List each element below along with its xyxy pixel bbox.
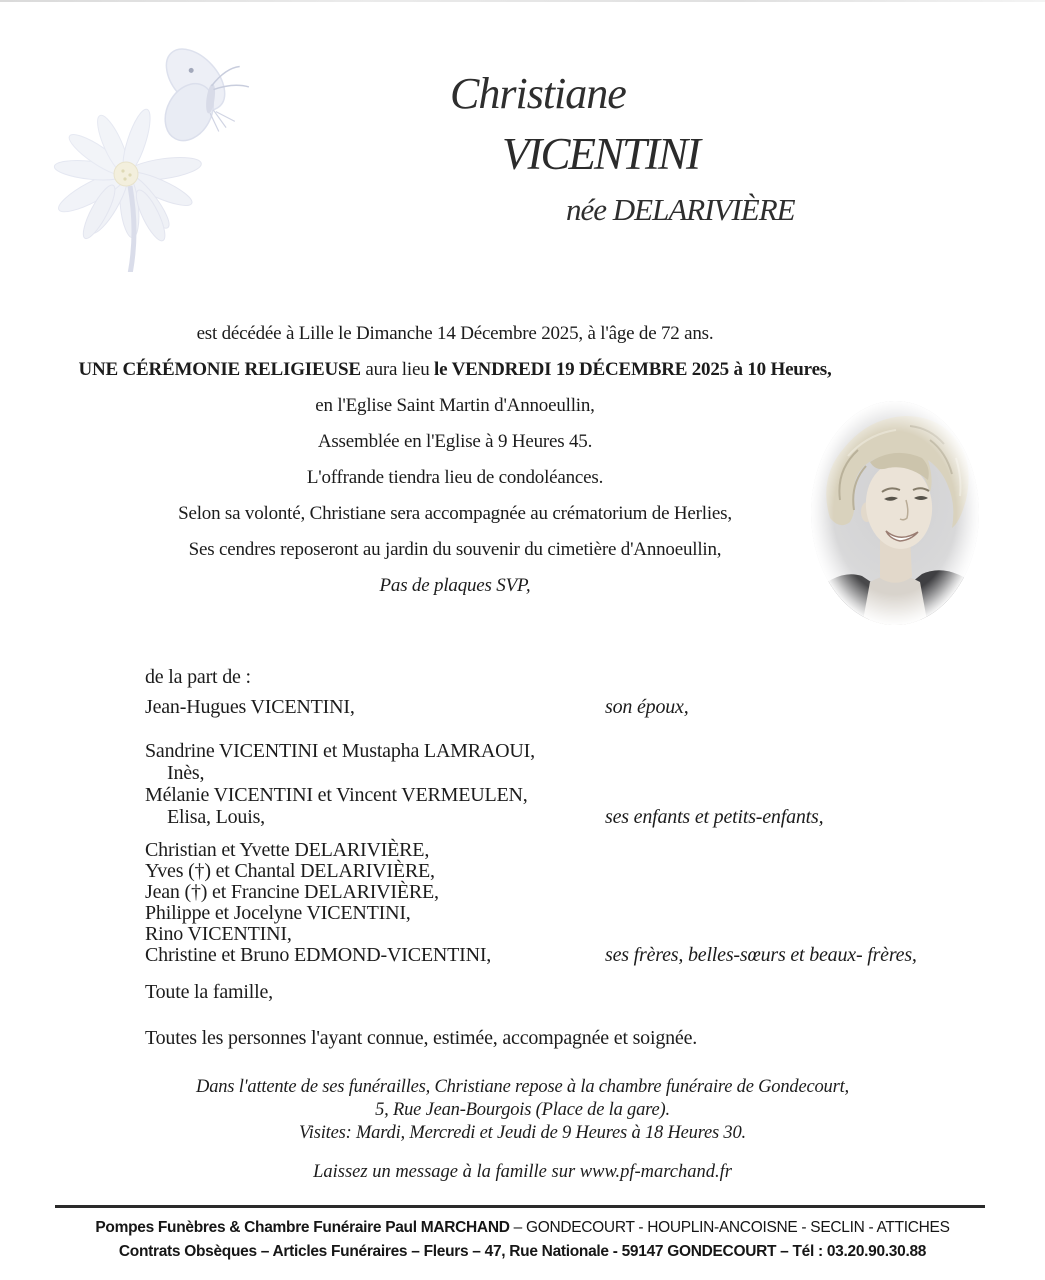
closing-block — [0, 1076, 1045, 1145]
address-line: 5, Rue Jean-Bourgois (Place de la gare). — [375, 1100, 670, 1120]
funeral-home-line — [0, 1216, 1045, 1240]
family-name: Christian et Yvette DELARIVIÈRE, — [145, 839, 430, 861]
chapel-line: Dans l'attente de ses funérailles, Christiane repose à la chambre funéraire de Gondecourt, — [196, 1077, 849, 1097]
spacer — [145, 966, 965, 981]
announcement-block — [0, 316, 910, 604]
spacer — [145, 718, 965, 740]
footer-divider — [55, 1205, 985, 1208]
family-relation-note: ses frères, belles-sœurs et beaux- frères, — [605, 944, 917, 966]
family-relation-note: son époux, — [605, 696, 689, 718]
ceremony-date: le VENDREDI 19 DÉCEMBRE 2025 à 10 Heures, — [434, 359, 832, 380]
family-row — [145, 924, 965, 945]
family-name: Christine et Bruno EDMOND-VICENTINI, — [145, 944, 492, 966]
online-message-line: Laissez un message à la famille sur www.pf-marchand.fr — [313, 1162, 732, 1182]
flower-butterfly-decoration — [8, 22, 288, 272]
family-row — [145, 762, 965, 784]
plaques-line: Pas de plaques SVP, — [379, 575, 531, 596]
family-name: Toute la famille, — [145, 981, 273, 1003]
family-name: Philippe et Jocelyne VICENTINI, — [145, 902, 411, 924]
funeral-home-name: Pompes Funèbres & Chambre Funéraire Paul MARCHAND — [95, 1219, 510, 1236]
family-name: Jean-Hugues VICENTINI, — [145, 696, 355, 718]
ceremony-line — [0, 352, 910, 388]
family-relation-note: ses enfants et petits-enfants, — [605, 806, 824, 828]
family-name: Inès, — [167, 762, 205, 784]
butterfly-icon — [136, 27, 260, 157]
family-row — [145, 840, 965, 861]
visits-line: Visites: Mardi, Mercredi et Jeudi de 9 Heures à 18 Heures 30. — [299, 1123, 746, 1143]
family-row — [145, 806, 965, 828]
church-line: en l'Eglise Saint Martin d'Annoeullin, — [315, 395, 595, 416]
offering-line: L'offrande tiendra lieu de condoléances. — [306, 467, 604, 488]
family-name: Rino VICENTINI, — [145, 923, 292, 945]
family-row — [145, 861, 965, 882]
acknowledgement-line: Toutes les personnes l'ayant connue, estimée, accompagnée et soignée. — [145, 1027, 698, 1049]
family-row — [145, 784, 965, 806]
family-name: Mélanie VICENTINI et Vincent VERMEULEN, — [145, 784, 528, 806]
ceremony-title: UNE CÉRÉMONIE RELIGIEUSE — [78, 359, 361, 380]
funeral-home-cities: – GONDECOURT - HOUPLIN-ANCOISNE - SECLIN - ATTICHES — [509, 1219, 950, 1236]
family-row — [145, 740, 965, 762]
family-row — [145, 945, 965, 966]
deceased-last-name: VICENTINI — [502, 129, 700, 179]
family-name: Jean (†) et Francine DELARIVIÈRE, — [145, 881, 439, 903]
family-name: Sandrine VICENTINI et Mustapha LAMRAOUI, — [145, 740, 535, 762]
family-row — [145, 882, 965, 903]
family-row — [145, 903, 965, 924]
family-row — [145, 696, 965, 718]
assembly-line: Assemblée en l'Eglise à 9 Heures 45. — [317, 431, 593, 452]
family-intro: de la part de : — [145, 666, 251, 688]
death-line: est décédée à Lille le Dimanche 14 Décembre 2025, à l'âge de 72 ans. — [196, 323, 714, 344]
family-block — [145, 666, 965, 1049]
deceased-maiden-name: née DELARIVIÈRE — [566, 192, 795, 227]
spacer — [145, 688, 965, 696]
scan-edge-artifact — [0, 0, 1045, 2]
ceremony-connector: aura lieu — [360, 359, 435, 380]
ashes-line: Ses cendres reposeront au jardin du souvenir du cimetière d'Annoeullin, — [188, 539, 722, 560]
crematorium-line: Selon sa volonté, Christiane sera accompagnée au crématorium de Herlies, — [178, 503, 732, 524]
deceased-first-name: Christiane — [450, 69, 626, 118]
family-row — [145, 981, 965, 1003]
family-name: Elisa, Louis, — [167, 806, 265, 828]
family-name: Yves (†) et Chantal DELARIVIÈRE, — [145, 860, 435, 882]
funeral-home-services-line: Contrats Obsèques – Articles Funéraires – Fleurs – 47, Rue Nationale - 59147 GONDECOURT – Tél : 03.20.90.30.88 — [118, 1243, 927, 1260]
